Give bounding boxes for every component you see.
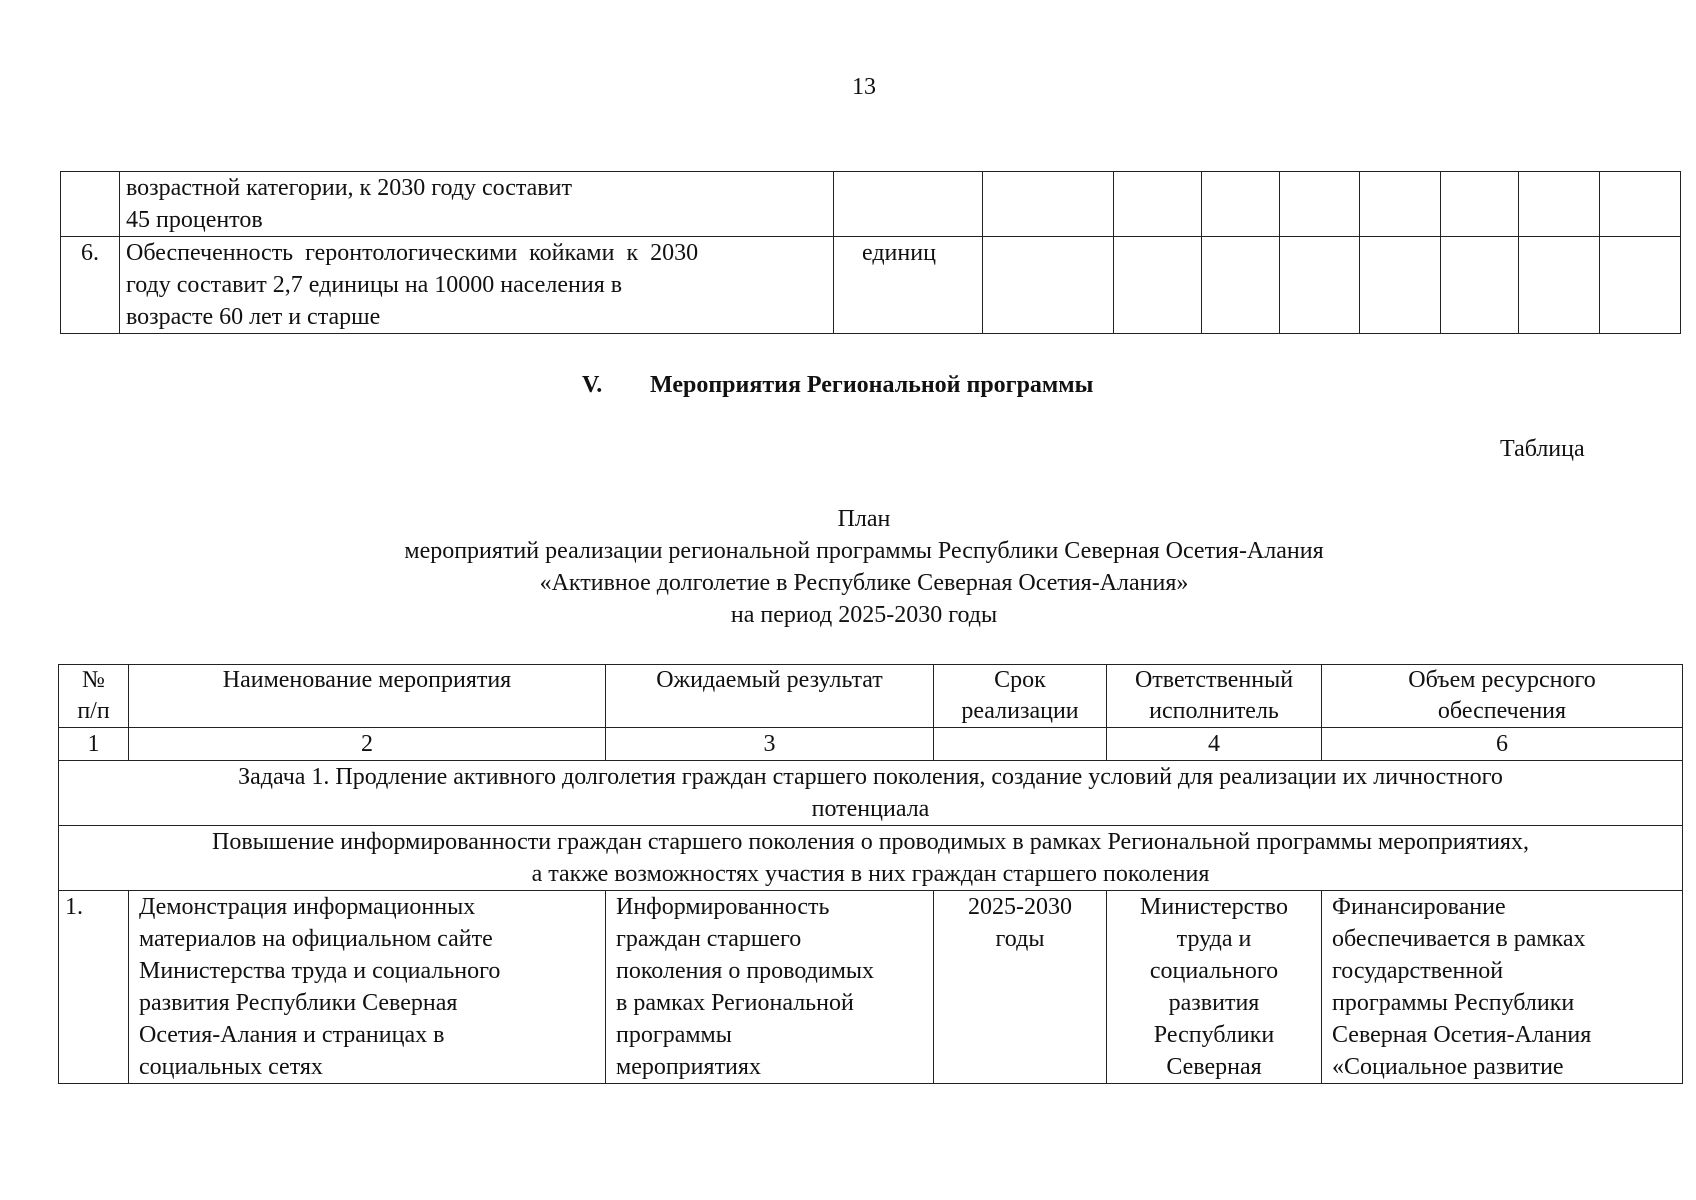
value-cell (1360, 237, 1441, 334)
task-row (59, 761, 1683, 826)
column-number: 2 (129, 728, 606, 761)
text-line: Министерства труда и социального (139, 958, 501, 984)
subtask-text: Повышение информированности граждан старшего поколения о проводимых в рамках Региональной программы мероприятиях, (212, 829, 1529, 855)
column-number: 3 (606, 728, 934, 761)
value-cell (983, 237, 1114, 334)
plan-title (0, 503, 1696, 631)
row-resources (1322, 891, 1683, 1084)
text-line: году составит 2,7 единицы на 10000 населения в (126, 272, 623, 298)
plan-title-line: «Активное долголетие в Республике Северная Осетия-Алания» (539, 570, 1189, 596)
value-cell (1600, 237, 1681, 334)
text-line: социального (1149, 958, 1279, 984)
header-text: реализации (961, 698, 1079, 724)
text-line: Финансирование (1332, 894, 1506, 920)
text-line: программы Республики (1332, 990, 1575, 1016)
task-text: Задача 1. Продление активного долголетия граждан старшего поколения, создание условий для реализации их личностного (238, 764, 1503, 790)
header-executor (1107, 665, 1322, 728)
text-line: обеспечивается в рамках (1332, 926, 1586, 952)
value-cell (1202, 237, 1280, 334)
column-number: 6 (1322, 728, 1683, 761)
text-line: государственной (1332, 958, 1504, 984)
column-number (934, 728, 1107, 761)
value-cell (1600, 172, 1681, 237)
row-result (606, 891, 934, 1084)
text-line: труда и (1176, 926, 1252, 952)
table-label: Таблица (1500, 436, 1585, 462)
column-number: 1 (59, 728, 129, 761)
section-number: V. (582, 372, 603, 398)
value-cell (1280, 172, 1360, 237)
value-cell (1519, 172, 1600, 237)
table-row (59, 891, 1683, 1084)
value-cell (983, 172, 1114, 237)
subtask-cell (59, 826, 1683, 891)
plan-title-line: на период 2025-2030 годы (730, 602, 998, 628)
text-line: возрастной категории, к 2030 году составит (126, 175, 572, 201)
value-cell (1114, 237, 1202, 334)
value-cell (1280, 237, 1360, 334)
value-cell (1360, 172, 1441, 237)
value-cell (1519, 237, 1600, 334)
row-executor (1107, 891, 1322, 1084)
value-cell (1114, 172, 1202, 237)
header-term (934, 665, 1107, 728)
indicators-table (60, 171, 1681, 334)
table-row (61, 172, 1681, 237)
subtask-text: а также возможностях участия в них граждан старшего поколения (531, 861, 1210, 887)
text-line: 2025-2030 (968, 894, 1072, 920)
row-term (934, 891, 1107, 1084)
text-line: Демонстрация информационных (139, 894, 476, 920)
header-text: Срок (994, 667, 1046, 693)
header-num (59, 665, 129, 728)
column-number-row (59, 728, 1683, 761)
plan-title-line: План (837, 506, 891, 532)
text-line: материалов на официальном сайте (139, 926, 493, 952)
text-line: 45 процентов (126, 207, 263, 233)
header-result: Ожидаемый результат (606, 665, 934, 728)
indicator-num: 6. (61, 237, 120, 334)
text-line: «Социальное развитие (1332, 1054, 1564, 1080)
value-cell (1441, 172, 1519, 237)
indicator-text (120, 172, 834, 237)
section-heading (582, 372, 1093, 399)
text-line: мероприятиях (616, 1054, 761, 1080)
value-cell (1202, 172, 1280, 237)
text-line: возрасте 60 лет и старше (126, 304, 381, 330)
text-line: развития Республики Северная (139, 990, 458, 1016)
text-line: развития (1168, 990, 1260, 1016)
text-line: граждан старшего (616, 926, 802, 952)
indicator-unit: единиц (834, 237, 983, 334)
header-text: Объем ресурсного (1408, 667, 1596, 693)
text-line: Обеспеченность геронтологическими койками к 2030 (126, 240, 699, 266)
text-line: Республики (1153, 1022, 1275, 1048)
text-line: Северная (1166, 1054, 1262, 1080)
header-text: № (82, 667, 105, 693)
header-resources (1322, 665, 1683, 728)
column-number: 4 (1107, 728, 1322, 761)
subtask-row (59, 826, 1683, 891)
indicator-text (120, 237, 834, 334)
plan-table (58, 664, 1683, 1084)
section-title: Мероприятия Региональной программы (650, 372, 1094, 398)
header-text: п/п (77, 698, 110, 724)
header-text: Ответственный (1134, 667, 1294, 693)
text-line: поколения о проводимых (616, 958, 875, 984)
task-cell (59, 761, 1683, 826)
table-row (61, 237, 1681, 334)
value-cell (1441, 237, 1519, 334)
plan-title-line: мероприятий реализации региональной программы Республики Северная Осетия-Алания (404, 538, 1324, 564)
text-line: Информированность (616, 894, 830, 920)
task-text: потенциала (811, 796, 930, 822)
header-row (59, 665, 1683, 728)
text-line: годы (995, 926, 1045, 952)
text-line: социальных сетях (139, 1054, 323, 1080)
text-line: Осетия-Алания и страницах в (139, 1022, 445, 1048)
row-name (129, 891, 606, 1084)
text-line: в рамках Региональной (616, 990, 854, 1016)
header-text: обеспечения (1437, 698, 1567, 724)
indicator-num (61, 172, 120, 237)
text-line: программы (616, 1022, 732, 1048)
text-line: Министерство (1140, 894, 1288, 920)
header-text: исполнитель (1149, 698, 1279, 724)
indicator-unit (834, 172, 983, 237)
page-number: 13 (852, 74, 876, 100)
row-num: 1. (59, 891, 129, 1084)
text-line: Северная Осетия-Алания (1332, 1022, 1592, 1048)
header-name: Наименование мероприятия (129, 665, 606, 728)
